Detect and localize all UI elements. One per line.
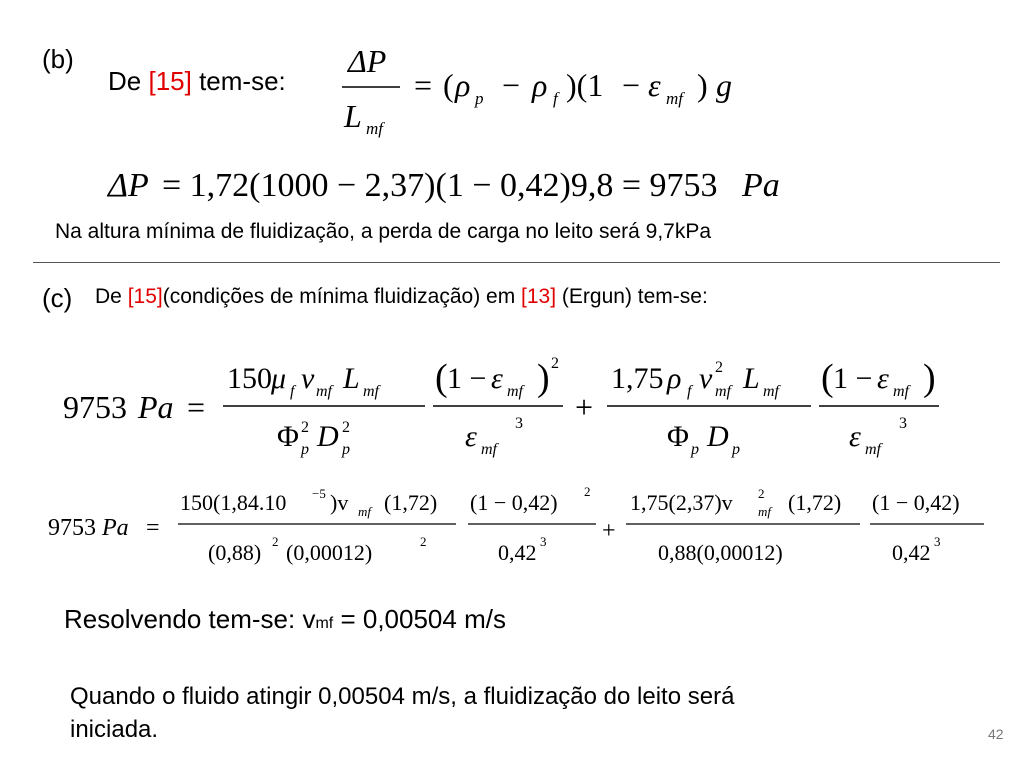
eq4-frac1-den-sup: 3 [540,534,547,549]
eq3-paren-r-2: ) [923,357,936,399]
eq3-frac2-den-sup: 3 [899,415,907,432]
eq4-t1-den2: (0,00012) [286,540,373,565]
eq4-t2-sub: mf [758,504,771,519]
result-suffix: = 0,00504 m/s [333,604,506,634]
conclusion [70,680,734,746]
eq3-t2-v-sup: 2 [715,359,723,376]
eq4-t1-num2: )v [330,490,349,515]
eq3-t1-sub-f: f [290,383,295,400]
eq1-numerator: ΔP [348,43,387,79]
eq4-plus: + [602,518,616,544]
eq1-sub-p: p [475,89,484,108]
result-prefix: Resolvendo tem-se: v [64,604,316,634]
eq4-t2-sup: 2 [758,486,765,501]
eq1-equals: = [414,67,433,103]
eq4-t2-num: 1,75(2,37)v [630,490,733,515]
page-number: 42 [988,726,1004,742]
eq3-eps-sub: mf [507,383,523,400]
eq3-paren-r: ) [537,357,550,399]
eq3-paren-l-2: ( [821,357,834,399]
eq3-eps: ε [491,362,503,395]
conclusion-line-1: Quando o fluido atingir 0,00504 m/s, a fluidização do leito será [70,683,735,710]
eq3-t2-rho: ρ [667,362,682,395]
eq1-sub-f: f [553,89,558,108]
eq3-t2-coef: 1,75 [611,362,664,395]
part-c-intro [95,285,708,309]
equation-pressure-drop-formula [330,30,770,145]
eq3-frac1-den-eps: ε [465,420,477,453]
eq3-paren-l: ( [435,357,448,399]
eq4-frac1-num: (1 − 0,42) [470,490,558,515]
part-c-label: (c) [42,283,73,313]
eq4-t2-num2: (1,72) [788,490,842,515]
eq4-lhs-unit: Pa [102,515,129,541]
eq3-sup-2: 2 [551,355,559,372]
part-b-intro [108,66,286,97]
eq4-t1-sub: mf [358,504,371,519]
eq3-frac2-den-eps: ε [849,420,861,453]
eq3-eps-2: ε [877,362,889,395]
eq3-t2-v: v [699,362,713,395]
eq3-t1-D-sub: p [342,441,350,458]
eq4-t1-den-sup: 2 [272,534,279,549]
reference-15: [15] [148,66,192,96]
eq1-denominator-sub: mf [366,119,383,138]
eq3-t1-phi-sup: 2 [301,419,309,436]
eq1-denominator-L: L [344,98,362,134]
eq1-minus-2: − [622,67,641,103]
eq4-lhs: 9753 [48,515,96,541]
eq3-t1-v-sub: mf [316,383,332,400]
eq2-rhs: = 1,72(1000 − 2,37)(1 − 0,42)9,8 = 9753 [162,167,718,204]
eq3-t2-v-sub: mf [715,383,731,400]
equation-ergun-symbolic [55,338,965,468]
eq3-t1-phi-sub: p [301,441,309,458]
equation-ergun-numeric [40,480,1000,580]
eq3-t2-phi-sub: p [691,441,699,458]
part-c-intro-prefix: De [95,285,128,308]
eq3-t2-L-sub: mf [763,383,779,400]
eq2-unit: Pa [742,167,780,204]
eq1-paren-open: ( [443,67,454,103]
eq4-t1-exp: −5 [312,486,326,501]
eq3-lhs-number: 9753 [63,389,127,425]
eq3-frac1-den-sup: 3 [515,415,523,432]
eq1-epsilon: ε [648,67,661,103]
part-b-note: Na altura mínima de fluidização, a perda de carga no leito será 9,7kPa [55,220,712,243]
result-line [64,604,506,635]
eq3-t1-L-sub: mf [363,383,379,400]
eq3-frac2-den-sub: mf [865,441,881,458]
eq3-t2-D-sub: p [732,441,740,458]
eq4-frac2-den-sup: 3 [934,534,941,549]
eq3-equals: = [187,389,206,425]
eq4-t1-den2-sup: 2 [420,534,427,549]
eq3-frac1-den-sub: mf [481,441,497,458]
eq1-rho-f: ρ [532,67,548,103]
part-b-label: (b) [42,44,74,74]
eq3-t1-phi: Φ [277,420,299,453]
eq3-t1-D: D [317,420,339,453]
eq3-t2-phi: Φ [667,420,689,453]
eq1-paren-close: ) [697,67,708,103]
part-c-intro-middle: (condições de mínima fluidização) em [162,285,522,308]
eq3-lhs-unit: Pa [138,389,174,425]
part-b-intro-suffix: tem-se: [191,66,286,96]
eq2-lhs: ΔP [108,167,149,204]
eq1-minus: − [502,67,521,103]
eq1-paren-mid: )(1 [566,67,604,103]
eq3-one-minus: 1 − [447,362,487,395]
eq3-t2-D: D [707,420,729,453]
eq4-frac1-num-sup: 2 [584,484,591,499]
part-c-intro-suffix: (Ergun) tem-se: [556,285,708,308]
eq1-g: g [716,67,732,103]
eq3-t2-L: L [743,362,760,395]
eq3-t1-L: L [343,362,360,395]
eq1-sub-mf: mf [666,89,683,108]
result-sub: mf [315,615,334,632]
eq3-t1-v: v [301,362,315,395]
eq4-t1-num3: (1,72) [384,490,438,515]
part-b-intro-prefix: De [108,66,149,96]
eq1-rho-p: ρ [455,67,471,103]
eq3-t2-rho-sub: f [687,383,692,400]
eq4-frac2-den: 0,42 [892,540,931,565]
eq4-equals: = [146,515,160,541]
eq3-eps-sub-2: mf [893,383,909,400]
eq4-t2-den: 0,88(0,00012) [658,540,783,565]
eq4-t1-den: (0,88) [208,540,262,565]
equation-pressure-drop-value [100,160,840,210]
eq3-plus: + [575,389,594,425]
eq4-frac2-num: (1 − 0,42) [872,490,960,515]
eq3-t1-D-sup: 2 [342,419,350,436]
eq3-t1-coef: 150 [227,362,272,395]
reference-15: [15] [127,285,163,308]
conclusion-line-2: iniciada. [70,716,159,743]
eq4-frac1-den: 0,42 [498,540,537,565]
reference-13: [13] [521,285,557,308]
eq3-t1-mu: μ [271,362,287,395]
eq3-one-minus-2: 1 − [833,362,873,395]
section-divider [33,262,1000,263]
eq4-t1-num: 150(1,84.10 [180,490,287,515]
